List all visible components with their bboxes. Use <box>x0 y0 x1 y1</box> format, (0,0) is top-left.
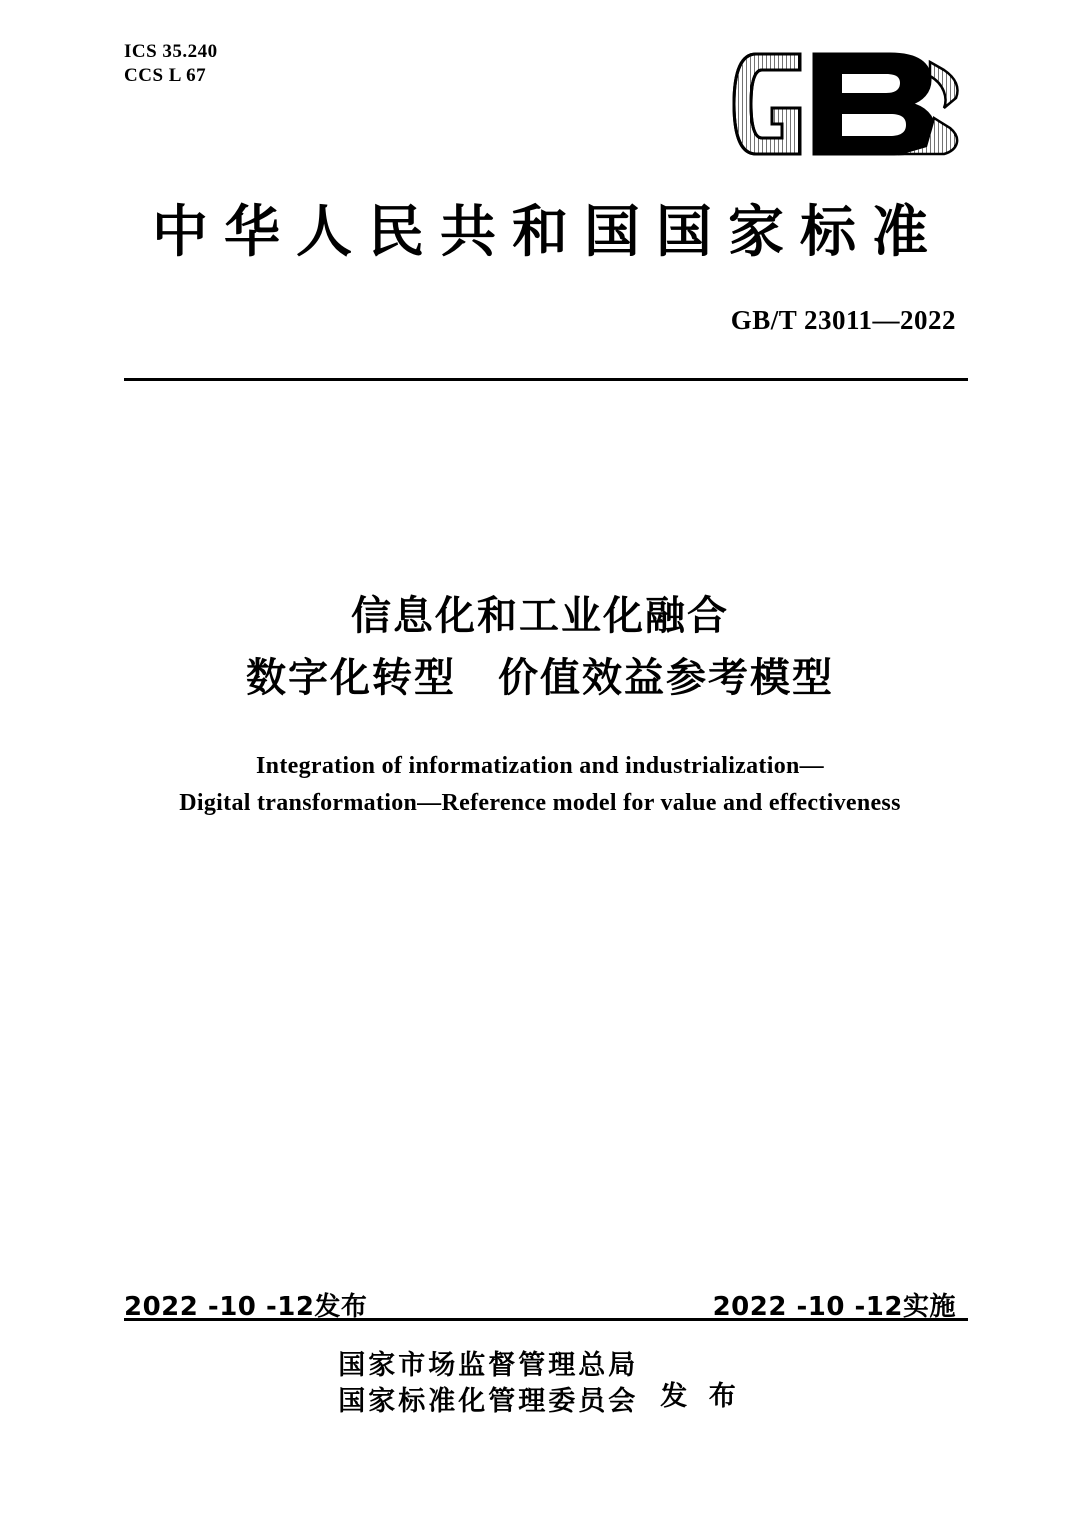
issuer-organization-line2: 国家标准化管理委员会 <box>338 1386 639 1418</box>
document-title-chinese-line2: 数字化转型 价值效益参考模型 <box>246 655 834 701</box>
issuer-block <box>0 1348 1080 1421</box>
ccs-code: CCS L 67 <box>124 64 207 86</box>
page-title: 中华人民共和国国家标准 <box>152 200 944 265</box>
standard-number: GB/T 23011—2022 <box>730 305 956 335</box>
ics-code: ICS 35.240 <box>124 41 218 62</box>
issuer-verb: 发 布 <box>660 1380 742 1412</box>
gb-logo-icon <box>730 48 968 160</box>
issue-date: 2022 -10 -12发布 <box>124 1292 368 1322</box>
issuer-organization-line1: 国家市场监督管理总局 <box>338 1350 639 1381</box>
ics-classification-block <box>124 40 218 88</box>
document-title-chinese <box>0 585 1080 709</box>
issuer-organizations <box>338 1348 638 1421</box>
document-title-english-line1: Integration of informatization and industrialization— <box>256 753 824 779</box>
document-title-english <box>0 748 1080 822</box>
document-title-english-line2: Digital transformation—Reference model for value and effectiveness <box>179 790 901 817</box>
document-title-chinese-line1: 信息化和工业化融合 <box>351 593 729 639</box>
implementation-date: 2022 -10 -12实施 <box>712 1292 956 1322</box>
divider-top <box>124 378 968 381</box>
